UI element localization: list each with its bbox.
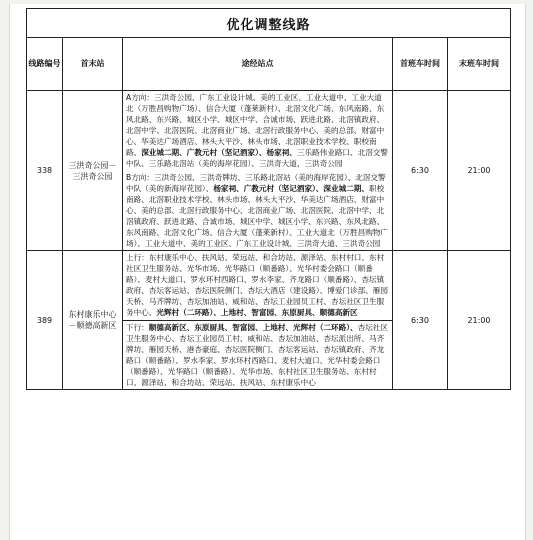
stops-segment-bold: 光辉村（二环路）、上地村、智富园、东原厨具、顺德高新区 [156, 308, 358, 317]
direction-b-stops [123, 171, 392, 250]
stops-segment: 下行： [126, 323, 149, 332]
header-route-no: 线路编号 [27, 38, 63, 91]
header-stops: 途经站点 [123, 38, 393, 91]
stops-segment-bold: 顺德高新区、东原厨具、智富园、上地村、光辉村（二环路）、 [148, 323, 358, 332]
stops-segment-bold: 杨家祠、广教元村（坚记酒家）、深业城二期、 [213, 184, 369, 193]
last-bus-time: 21:00 [448, 251, 511, 390]
last-bus-time: 21:00 [448, 91, 511, 251]
stops-segment: 上行：东村康乐中心、扶风站、荣远站、和合坊站、源泽站、东村村口、东村社区卫生服务站、光华市场、光华路口（顺番路）、光华村委会路口（顺番路）、麦村大道口、罗水环村西路口、罗水李家、齐龙路口（顺番路）、杏坛镇政府、杏坛客运站、杏坛医院侧门、杏坛大酒店（建设路）、博爱门诊部、雁园天桥、马齐牌坊、杏坛加油站、威和站、杏坛工业园员工村、杏坛社区卫生服务中心、 [126, 253, 388, 317]
route-number: 389 [27, 251, 63, 390]
route-stops-cell [123, 91, 393, 251]
stops-segment: A方向：三洪奇公园、广东工业设计城、美的工业区、工业大道中、工业大道北（万胜昌购物广场）、信合大厦（蓬莱新村）、北滘文化广场、东风南路、东风北路、东兴路、城区小学、城区中学、合诚市场、跃进北路、北滘镇政府、北滘中学、北滘医院、北滘商业广场、北滘行政服务中心、美的总部、财富中心、华美达广场酒店、林头大平沙、林头市场、北滘职业技术学校、职校南路、 [126, 93, 385, 157]
document-page [9, 4, 526, 540]
route-terminals: 东村康乐中心－顺德高新区 [63, 251, 123, 390]
header-last-bus: 末班车时间 [448, 38, 511, 91]
first-bus-time: 6:30 [393, 91, 448, 251]
route-stops-cell [123, 251, 393, 390]
route-table [26, 8, 511, 390]
table-row [27, 251, 511, 390]
stops-segment: 职校南路、北滘职业技术学校、林头市场、林头大平沙、华美达广场酒店、财富中心、美的总部、北滘行政服务中心、北滘商业广场、北滘医院、北滘中学、北滘镇政府、跃进北路、合诚市场、城区中学、城区小学、东兴路、东风北路、东风南路、北滘文化广场、信合大厦（蓬莱新村）、工业大道北（万胜昌购物广场）、工业大道中、美的工业区、广东工业设计城、三洪奇大道、三洪奇公园 [126, 184, 388, 248]
stops-segment: 杏坛社区卫生服务中心、杏坛工业园员工村、威和站、杏坛加油站、杏坛派出所、马齐牌坊、雁园天桥、港杏豪庭、杏坛医院侧门、杏坛客运站、杏坛镇政府、齐龙路口（顺番路）、罗水李家、罗水环村西路口、麦村大道口、光华村委会路口（顺番路）、光华路口（顺番路）、光华市场、东村社区卫生服务站、东村村口、源泽站、和合坊站、荣远站、扶风站、东村康乐中心 [126, 323, 388, 387]
stops-segment: 三乐路伟业路口、北滘交警中队、三乐路北滘站（美的海岸花园）、三洪奇大道、三洪奇公园 [126, 148, 388, 168]
direction-a-stops [123, 91, 392, 171]
stops-segment: B方向：三洪奇公园、三洪奇牌坊、三乐路北滘站（美的海岸花园）、北滘交警中队（美的新海岸花园）、 [126, 173, 386, 193]
header-first-bus: 首班车时间 [393, 38, 448, 91]
header-first-station: 首末站 [63, 38, 123, 91]
stops-segment-bold: 深业城二期、广教元村（坚记酒家）、杨家祠、 [141, 148, 297, 157]
route-terminals: 三洪奇公园－三洪奇公园 [63, 91, 123, 251]
table-title: 优化调整线路 [27, 9, 511, 38]
direction-up-stops [123, 251, 392, 321]
first-bus-time: 6:30 [393, 251, 448, 390]
direction-down-stops [123, 321, 392, 389]
table-row [27, 91, 511, 251]
route-number: 338 [27, 91, 63, 251]
